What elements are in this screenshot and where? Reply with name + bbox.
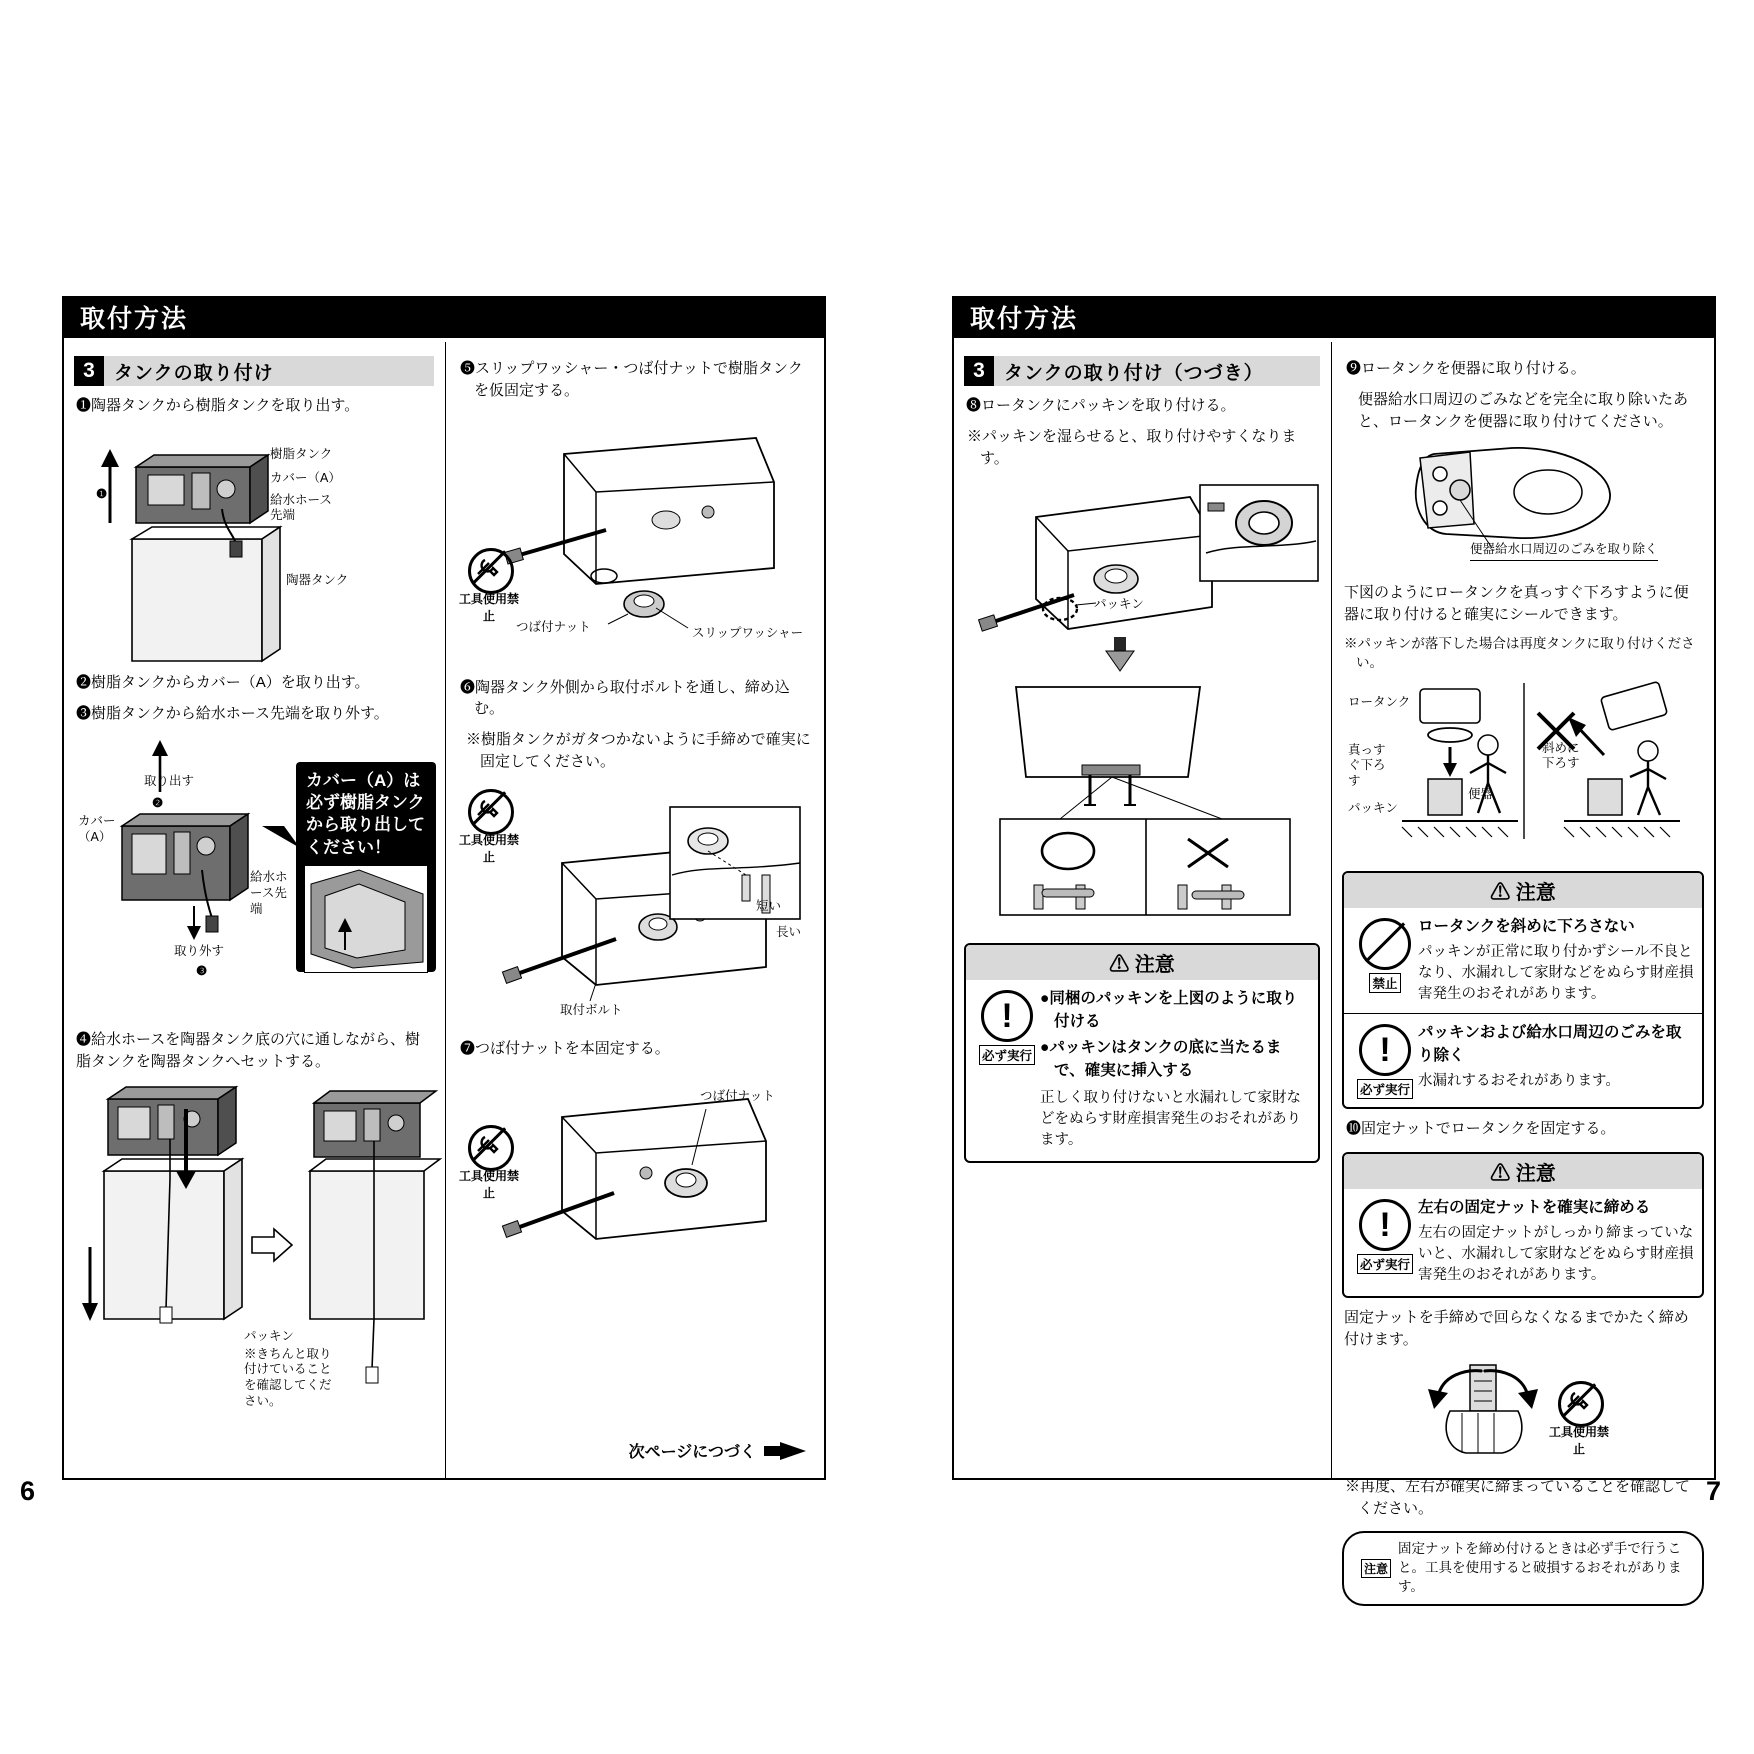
- right-item-8: ❽ロータンクにパッキンを取り付ける。: [966, 397, 1236, 414]
- right-page-header: [952, 296, 1716, 338]
- left-page: [20, 296, 826, 1506]
- left-item-3: ❸樹脂タンクから給水ホース先端を取り外す。: [76, 704, 389, 722]
- right-text-tighten: 固定ナットを手締めで回らなくなるまでかたく締め付けます。: [1344, 1309, 1689, 1349]
- right-header-title: 取付方法: [970, 305, 1079, 333]
- label-cover-a: カバー（A）: [270, 470, 341, 485]
- must-do-symbol-2: ! 必ず実行: [1352, 1022, 1418, 1099]
- cover-a-callout-figure: [304, 865, 428, 973]
- label-packing-10: パッキン: [1348, 800, 1398, 815]
- right-step-number: 3: [964, 356, 994, 386]
- label-low-tank: ロータンク: [1348, 694, 1411, 709]
- right-page-number: 7: [1706, 1476, 1722, 1506]
- label-short: 短い: [756, 898, 782, 913]
- right-note-bubble: [1342, 1531, 1704, 1606]
- left-figure-6: [456, 779, 814, 1029]
- label-packing-8: パッキン: [1094, 597, 1144, 612]
- label-cover-a-2: カバー（A）: [78, 814, 116, 844]
- must-do-symbol-3: ! 必ず実行: [1352, 1197, 1418, 1287]
- caution-must-body: 水漏れするおそれがあります。: [1418, 1072, 1620, 1089]
- right-figure-8b: [964, 681, 1320, 931]
- caution-row-ban: [1344, 908, 1702, 1014]
- right-figure-8b-drawing: [964, 681, 1324, 931]
- left-figure-3: [74, 1079, 434, 1409]
- no-tool-caption-1: 工具使用禁止: [458, 591, 519, 623]
- note-text: 固定ナットを締め付けるときは必ず手で行うこと。工具を使用すると破損するおそれがあります。: [1398, 1541, 1682, 1595]
- left-step-number: 3: [74, 356, 104, 386]
- note-icon-label: 注意: [1361, 1559, 1391, 1578]
- left-figure-5: [456, 408, 814, 668]
- label-toilet-bowl: 便器: [1468, 786, 1494, 801]
- caution-nuts-body: 左右の固定ナットがしっかり締まっていないと、水漏れして家財などをぬらす財産損害発生のおそれがあります。: [1418, 1225, 1694, 1284]
- right-caution-nuts: [1342, 1152, 1704, 1299]
- must-do-label-3: 必ず実行: [1357, 1254, 1413, 1274]
- left-column-a: [64, 342, 444, 1478]
- caution-line-1: ●同梱のパッキンを上図のように取り付ける: [1040, 990, 1298, 1030]
- right-item-8-note: ※パッキンを湿らせると、取り付けやすくなります。: [967, 427, 1297, 467]
- caution-line-2: ●パッキンはタンクの底に当たるまで、確実に挿入する: [1040, 1039, 1282, 1079]
- right-item-10: ❿固定ナットでロータンクを固定する。: [1346, 1120, 1616, 1138]
- ban-symbol: [1352, 916, 1418, 1006]
- caution-line-3: 正しく取り付けないと水漏れして家財などをぬらす財産損害発生のおそれがあります。: [1040, 1090, 1301, 1149]
- label-take-out: 取り出す: [144, 774, 195, 789]
- right-figure-tighten-drawing: [1342, 1357, 1698, 1467]
- right-text-9b: 下図のようにロータンクを真っすぐ下ろすように便器に取り付けると確実にシールできます。: [1344, 584, 1689, 623]
- right-step-title: [964, 356, 1320, 386]
- must-do-label-2: 必ず実行: [1357, 1079, 1413, 1099]
- left-step-title: [74, 356, 434, 386]
- right-column-a: [954, 342, 1330, 1478]
- label-marker-1: ❶: [96, 486, 108, 501]
- left-figure-1-drawing: [74, 423, 434, 663]
- no-tool-caption-3: 工具使用禁止: [458, 1169, 519, 1201]
- left-item-7: ❼つば付ナットを本固定する。: [460, 1039, 670, 1057]
- left-item-6: ❻陶器タンク外側から取付ボルトを通し、締め込む。: [460, 678, 790, 718]
- label-diagonal-down: 斜めに下ろす: [1542, 740, 1580, 771]
- caution-ban-title: ロータンクを斜めに下ろさない: [1418, 917, 1635, 935]
- left-item-1: ❶陶器タンクから樹脂タンクを取り出す。: [76, 397, 360, 414]
- label-packing-note: ※きちんと取り付けていることを確認してください。: [244, 1346, 332, 1408]
- cover-a-callout-text: カバー（A）は必ず樹脂タンクから取り出してください！: [306, 771, 425, 857]
- right-figure-8: [964, 475, 1320, 675]
- left-figure-7: [456, 1065, 814, 1265]
- ban-label: 禁止: [1369, 973, 1400, 993]
- right-item-9: ❾ロータンクを便器に取り付ける。: [1346, 360, 1586, 377]
- next-page-text: 次ページにつづく: [628, 1444, 756, 1461]
- left-page-number: 6: [20, 1476, 36, 1506]
- note-icon: [1354, 1559, 1398, 1578]
- left-header-title: 取付方法: [80, 305, 189, 333]
- right-caution-lowering: [1342, 871, 1704, 1110]
- right-text-recheck: ※再度、左右が確実に締まっていることを確認してください。: [1345, 1477, 1691, 1517]
- label-remove-debris: 便器給水口周辺のごみを取り除く: [1470, 542, 1658, 561]
- label-ceramic-tank: 陶器タンク: [286, 572, 349, 587]
- label-hose-tip: 給水ホース先端: [270, 492, 332, 523]
- next-page-indicator: [629, 1439, 806, 1462]
- right-column-b: [1331, 342, 1714, 1595]
- left-column-b: [445, 342, 824, 1478]
- cover-a-callout-drawing: [305, 866, 429, 972]
- left-page-header: [62, 296, 826, 338]
- left-item-4: ❹給水ホースを陶器タンク底の穴に通しながら、樹脂タンクを陶器タンクへセットする。: [76, 1031, 420, 1070]
- caution-nuts-title: 左右の固定ナットを確実に締める: [1418, 1198, 1651, 1216]
- label-straight-down: 真っすぐ下ろす: [1348, 742, 1386, 788]
- label-mounting-bolt: 取付ボルト: [560, 1002, 623, 1017]
- left-item-5: ❺スリップワッシャー・つば付ナットで樹脂タンクを仮固定する。: [460, 360, 803, 399]
- label-long: 長い: [776, 924, 802, 939]
- right-figure-9: [1342, 438, 1704, 568]
- right-caution-packing: [964, 943, 1320, 1163]
- label-marker-2: ❷: [152, 796, 164, 811]
- left-figure-1: [74, 423, 434, 663]
- right-caution-lowering-head: ⚠ 注意: [1344, 873, 1702, 908]
- right-figure-10: [1342, 679, 1704, 859]
- right-text-9c: ※パッキンが落下した場合は再度タンクに取り付けください。: [1344, 635, 1695, 670]
- right-figure-tighten: [1342, 1357, 1704, 1467]
- label-slip-washer: スリップワッシャー: [692, 625, 804, 640]
- right-step-label: タンクの取り付け（つづき）: [994, 356, 1320, 386]
- right-text-9: 便器給水口周辺のごみなどを完全に取り除いたあと、ロータンクを便器に取り付けてください。: [1358, 390, 1689, 430]
- left-step-label: タンクの取り付け: [104, 356, 434, 386]
- right-caution-packing-head: ⚠ 注意: [966, 945, 1318, 980]
- caution-ban-body: パッキンが正常に取り付かずシール不良となり、水漏れして家財などをぬらす財産損害発生のおそれがあります。: [1418, 944, 1694, 1003]
- no-tool-caption-4: 工具使用禁止: [1548, 1424, 1609, 1456]
- label-packing: パッキン: [244, 1328, 294, 1343]
- must-do-symbol-1: ! 必ず実行: [974, 988, 1040, 1151]
- label-flanged-nut-1: つば付ナット: [516, 619, 591, 634]
- must-do-label-1: 必ず実行: [979, 1045, 1035, 1065]
- right-figure-8-drawing: [964, 475, 1324, 675]
- left-item-6-note: ※樹脂タンクがガタつかないように手締めで確実に固定してください。: [466, 731, 811, 770]
- caution-must-title: パッキンおよび給水口周辺のごみを取り除く: [1418, 1024, 1682, 1064]
- label-resin-tank: 樹脂タンク: [270, 446, 333, 461]
- right-caution-nuts-head: ⚠ 注意: [1344, 1154, 1702, 1189]
- left-item-2: ❷樹脂タンクからカバー（A）を取り出す。: [76, 673, 370, 691]
- left-figure-2: [74, 730, 434, 1020]
- label-hose-tip-2: 給水ホース先端: [250, 870, 288, 916]
- label-flanged-nut-2: つば付ナット: [700, 1089, 775, 1104]
- label-remove: 取り外す: [174, 944, 225, 959]
- label-marker-3: ❸: [196, 964, 208, 979]
- right-page: [952, 296, 1722, 1595]
- caution-row-must: [1344, 1013, 1702, 1107]
- cover-a-callout: [296, 762, 436, 972]
- no-tool-caption-2: 工具使用禁止: [458, 832, 519, 864]
